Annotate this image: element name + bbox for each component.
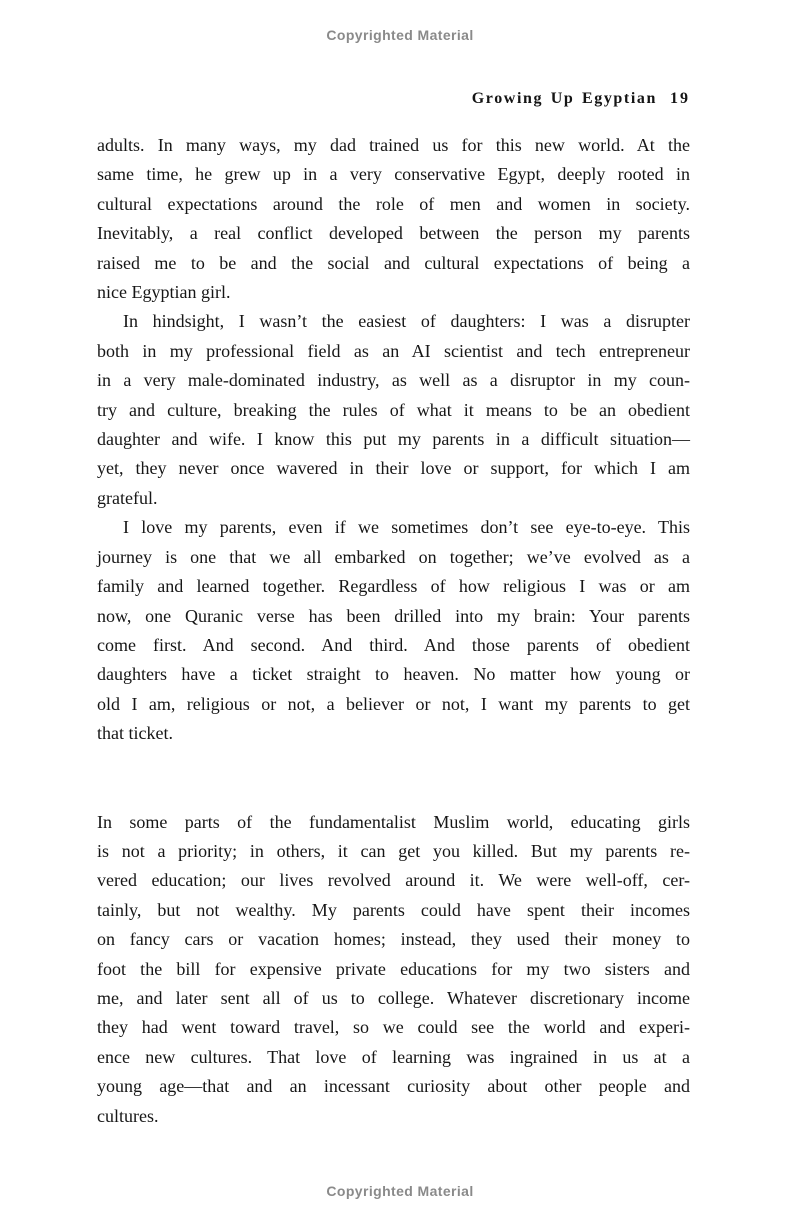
text-line: raised me to be and the social and cultural expectations of being a <box>97 252 690 273</box>
page-number: 19 <box>670 90 690 107</box>
paragraph <box>97 808 690 1131</box>
running-header-title: Growing Up Egyptian <box>471 90 657 107</box>
text-line: me, and later sent all of us to college. Whatever discretionary income <box>97 987 690 1008</box>
text-line: Inevitably, a real conflict developed between the person my parents <box>97 223 690 244</box>
text-line: journey is one that we all embarked on together; we’ve evolved as a <box>97 546 690 567</box>
paragraph <box>97 131 690 307</box>
text-line: tainly, but not wealthy. My parents could have spent their incomes <box>97 899 690 920</box>
text-line: both in my professional field as an AI scientist and tech entrepreneur <box>97 340 690 361</box>
text-line: foot the bill for expensive private educations for my two sisters and <box>97 958 690 979</box>
text-line: cultural expectations around the role of men and women in society. <box>97 193 690 214</box>
text-line: daughter and wife. I know this put my parents in a difficult situation— <box>97 429 690 450</box>
copyright-notice-bottom: Copyrighted Material <box>326 1183 474 1199</box>
text-line: daughters have a ticket straight to heaven. No matter how young or <box>97 664 690 685</box>
text-line: ence new cultures. That love of learning was ingrained in us at a <box>97 1046 690 1067</box>
text-line: young age—that and an incessant curiosity about other people and <box>97 1076 690 1097</box>
running-header <box>97 90 690 108</box>
text-line: is not a priority; in others, it can get you killed. But my parents re- <box>97 840 690 861</box>
text-line: vered education; our lives revolved around it. We were well-off, cer- <box>97 870 690 891</box>
text-line: yet, they never once wavered in their love or support, for which I am <box>97 458 690 479</box>
text-line: I love my parents, even if we sometimes don’t see eye-to-eye. This <box>123 517 690 538</box>
text-line: In some parts of the fundamentalist Muslim world, educating girls <box>97 811 690 832</box>
text-line: same time, he grew up in a very conservative Egypt, deeply rooted in <box>97 164 690 185</box>
text-line: try and culture, breaking the rules of what it means to be an obedient <box>97 399 690 420</box>
text-line: on fancy cars or vacation homes; instead, they used their money to <box>97 929 690 950</box>
text-line: old I am, religious or not, a believer or not, I want my parents to get <box>97 693 690 714</box>
copyright-notice-top: Copyrighted Material <box>326 27 474 43</box>
text-line: now, one Quranic verse has been drilled into my brain: Your parents <box>97 605 690 626</box>
text-line: nice Egyptian girl. <box>97 282 231 303</box>
text-line: cultures. <box>97 1105 159 1126</box>
text-line: adults. In many ways, my dad trained us for this new world. At the <box>97 135 690 155</box>
text-line: grateful. <box>97 487 158 508</box>
text-line: In hindsight, I wasn’t the easiest of daughters: I was a disrupter <box>123 311 690 332</box>
paragraph <box>97 513 690 748</box>
text-line: they had went toward travel, so we could see the world and experi- <box>97 1017 690 1038</box>
text-line: that ticket. <box>97 723 173 744</box>
text-line: in a very male-dominated industry, as well as a disruptor in my coun- <box>97 370 690 391</box>
text-line: come first. And second. And third. And those parents of obedient <box>97 634 690 655</box>
body-text <box>97 131 690 1131</box>
paragraph <box>97 307 690 513</box>
text-line: family and learned together. Regardless of how religious I was or am <box>97 576 690 597</box>
